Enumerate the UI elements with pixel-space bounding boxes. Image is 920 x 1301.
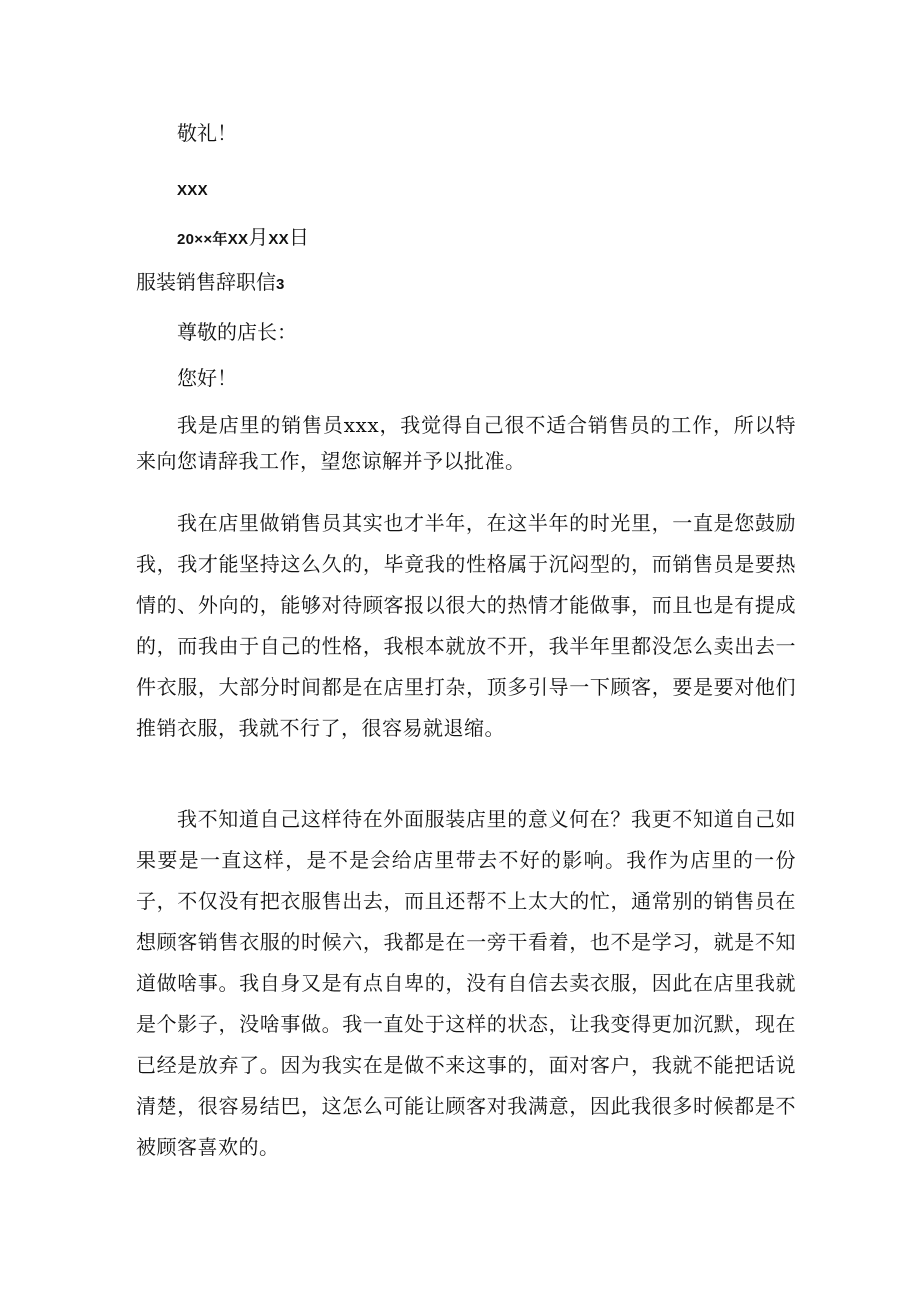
date-month-char: 月 bbox=[248, 225, 269, 249]
date-year: 20××年 bbox=[177, 231, 228, 248]
hello-line: 您好！ bbox=[177, 366, 237, 390]
paragraph-3: 我不知道自己这样待在外面服装店里的意义何在？我更不知道自己如果要是一直这样，是不是会给店里带去不好的影响。我作为店里的一份子，不仅没有把衣服售出去，而且还帮不上太大的忙，通常别的销售员在想顾客销售衣服的时候六，我都是在一旁干看着，也不是学习，就是不知道做啥事。我自身又是有点自卑的，没有自信去卖衣服，因此在店里我就是个影子，没啥事做。我一直处于这样的状态，让我变得更加沉默，现在已经是放弃了。因为我实在是做不来这事的，面对客户，我就不能把话说清楚，很容易结巴，这怎么可能让顾客对我满意，因此我很多时候都是不被顾客喜欢的。 bbox=[136, 807, 796, 1159]
greeting: 尊敬的店长： bbox=[177, 320, 297, 344]
signature: XXX bbox=[177, 182, 208, 199]
section-title bbox=[136, 270, 285, 297]
closing-salute: 敬礼！ bbox=[177, 121, 237, 145]
paragraph-1: 我是店里的销售员xxx，我觉得自己很不适合销售员的工作，所以特来向您请辞我工作，望您谅解并予以批准。 bbox=[136, 413, 796, 473]
paragraph-2: 我在店里做销售员其实也才半年，在这半年的时光里，一直是您鼓励我，我才能坚持这么久的，毕竟我的性格属于沉闷型的，而销售员是要热情的、外向的，能够对待顾客报以很大的热情才能做事，而且也是有提成的，而我由于自己的性格，我根本就放不开，我半年里都没怎么卖出去一件衣服，大部分时间都是在店里打杂，顶多引导一下顾客，要是要对他们推销衣服，我就不行了，很容易就退缩。 bbox=[136, 511, 796, 740]
date-month-number: XX bbox=[227, 231, 249, 248]
date-day-char: 日 bbox=[288, 225, 309, 249]
section-title-number: 3 bbox=[276, 276, 285, 293]
date-day-number: XX bbox=[268, 231, 289, 248]
section-title-text: 服装销售辞职信 bbox=[136, 270, 276, 294]
date-line bbox=[177, 225, 309, 252]
